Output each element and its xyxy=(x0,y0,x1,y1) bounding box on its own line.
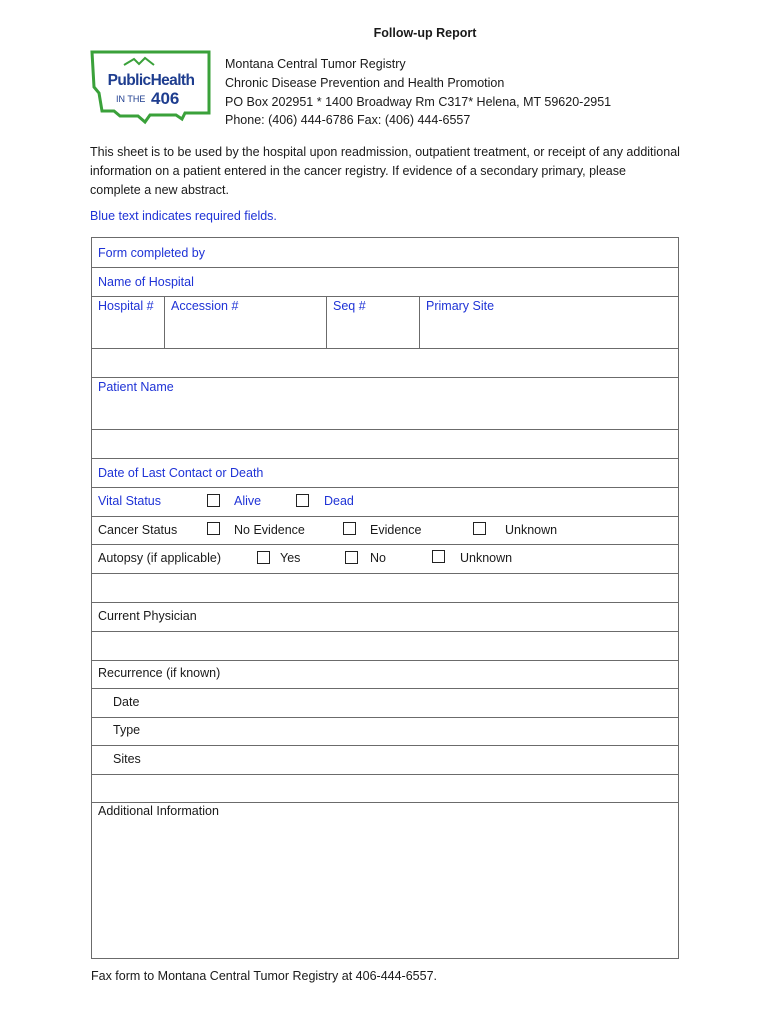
row-divider xyxy=(92,631,678,632)
additional-information-label: Additional Information xyxy=(98,804,219,818)
row-divider xyxy=(92,802,678,803)
cancer-status-label: Cancer Status xyxy=(98,523,178,537)
column-divider xyxy=(164,296,165,348)
row-divider xyxy=(92,660,678,661)
autopsy-no-checkbox[interactable] xyxy=(345,551,358,564)
row-divider xyxy=(92,717,678,718)
cancer-status-evidence-checkbox[interactable] xyxy=(343,522,356,535)
row-divider xyxy=(92,573,678,574)
form-completed-by-label: Form completed by xyxy=(98,246,205,260)
row-divider xyxy=(92,516,678,517)
autopsy-yes-checkbox[interactable] xyxy=(257,551,270,564)
row-divider xyxy=(92,774,678,775)
row-divider xyxy=(92,544,678,545)
primary-site-label: Primary Site xyxy=(426,299,495,313)
svg-text:406: 406 xyxy=(151,89,180,108)
public-health-logo xyxy=(90,49,212,125)
accession-number-label: Accession # xyxy=(171,299,239,313)
autopsy-no-label: No xyxy=(370,551,386,565)
cancer-status-unknown-label: Unknown xyxy=(505,523,558,537)
vital-status-dead-label: Dead xyxy=(324,494,354,508)
row-divider xyxy=(92,296,678,297)
column-divider xyxy=(419,296,420,348)
svg-text:PublicHealth: PublicHealth xyxy=(107,72,195,89)
row-divider xyxy=(92,348,678,349)
current-physician-label: Current Physician xyxy=(98,609,197,623)
autopsy-yes-label: Yes xyxy=(280,551,301,565)
cancer-status-evidence-label: Evidence xyxy=(370,523,422,537)
required-fields-note: Blue text indicates required fields. xyxy=(90,209,277,223)
vital-status-label: Vital Status xyxy=(98,494,162,508)
row-divider xyxy=(92,267,678,268)
fax-instructions-footer: Fax form to Montana Central Tumor Registry at 406-444-6557. xyxy=(91,969,437,983)
instructions-paragraph: This sheet is to be used by the hospital upon readmission, outpatient treatment, or receipt of any additional information on a patient entered in the cancer registry. If evidence of a secondary primary, please complete a new abstract. xyxy=(90,145,680,197)
row-divider xyxy=(92,487,678,488)
follow-up-form xyxy=(91,237,679,959)
row-divider xyxy=(92,458,678,459)
hospital-number-label: Hospital # xyxy=(98,299,154,313)
recurrence-type-label: Type xyxy=(113,723,141,737)
column-divider xyxy=(326,296,327,348)
department-name: Chronic Disease Prevention and Health Promotion xyxy=(225,75,505,90)
vital-status-alive-label: Alive xyxy=(234,494,262,508)
autopsy-unknown-checkbox[interactable] xyxy=(432,550,445,563)
mailing-address: PO Box 202951 * 1400 Broadway Rm C317* Helena, MT 59620-2951 xyxy=(225,94,612,109)
row-divider xyxy=(92,429,678,430)
svg-text:IN THE: IN THE xyxy=(116,94,146,104)
cancer-status-no-evidence-checkbox[interactable] xyxy=(207,522,220,535)
autopsy-unknown-label: Unknown xyxy=(460,551,513,565)
vital-status-dead-checkbox[interactable] xyxy=(296,494,309,507)
cancer-status-no-evidence-label: No Evidence xyxy=(234,523,305,537)
phone-fax: Phone: (406) 444-6786 Fax: (406) 444-6557 xyxy=(225,113,471,128)
autopsy-label: Autopsy (if applicable) xyxy=(98,551,221,565)
patient-name-label: Patient Name xyxy=(98,380,174,394)
sequence-number-label: Seq # xyxy=(333,299,366,313)
row-divider xyxy=(92,377,678,378)
date-last-contact-label: Date of Last Contact or Death xyxy=(98,466,264,480)
registry-address-block xyxy=(225,55,611,130)
recurrence-label: Recurrence (if known) xyxy=(98,666,221,680)
row-divider xyxy=(92,745,678,746)
page-title: Follow-up Report xyxy=(373,26,477,40)
vital-status-alive-checkbox[interactable] xyxy=(207,494,220,507)
registry-name: Montana Central Tumor Registry xyxy=(225,57,406,71)
row-divider xyxy=(92,602,678,603)
recurrence-sites-label: Sites xyxy=(113,752,141,766)
cancer-status-unknown-checkbox[interactable] xyxy=(473,522,486,535)
row-divider xyxy=(92,688,678,689)
recurrence-date-label: Date xyxy=(113,695,140,709)
name-of-hospital-label: Name of Hospital xyxy=(98,275,194,289)
